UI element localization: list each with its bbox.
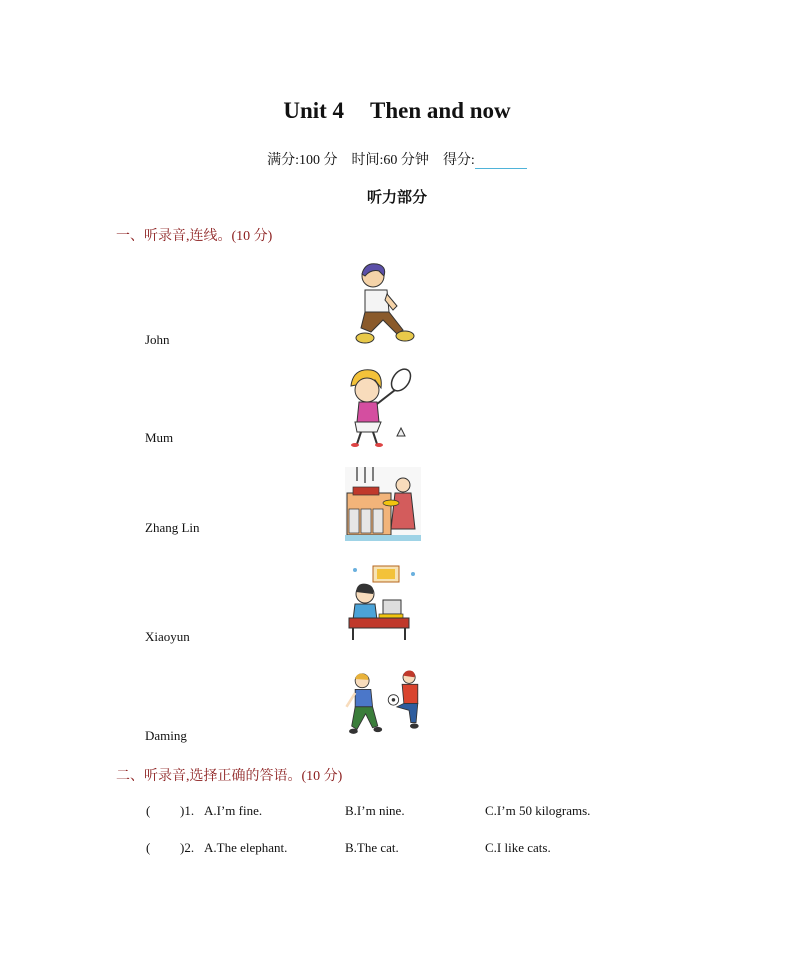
option-a: A.The elephant. — [204, 840, 288, 855]
option-c: C.I’m 50 kilograms. — [485, 803, 591, 818]
section-2-heading: 二、听录音,选择正确的答语。(10 分) — [116, 769, 343, 784]
name-mum: Mum — [145, 430, 174, 445]
question-number: )1. — [180, 803, 195, 818]
name-xiaoyun: Xiaoyun — [145, 629, 190, 644]
name-daming: Daming — [145, 728, 187, 743]
unit-label: Unit 4 — [283, 98, 345, 123]
exam-meta — [0, 149, 794, 169]
name-john: John — [145, 332, 170, 347]
score-blank[interactable] — [475, 154, 527, 169]
woman-cooking-picture — [343, 463, 423, 549]
boys-football-picture — [343, 663, 423, 749]
option-b: B.The cat. — [345, 840, 399, 855]
name-zhang-lin: Zhang Lin — [145, 520, 200, 535]
option-b: B.I’m nine. — [345, 803, 405, 818]
option-c: C.I like cats. — [485, 840, 551, 855]
girl-badminton-picture — [343, 364, 423, 450]
answer-paren-left[interactable]: ( — [146, 803, 151, 818]
part-heading: 听力部分 — [366, 190, 427, 206]
boy-running-picture — [343, 262, 423, 348]
answer-paren-left[interactable]: ( — [146, 840, 151, 855]
time-limit: 时间:60 分钟 — [351, 153, 429, 168]
score-label: 得分: — [442, 153, 475, 168]
option-a: A.I’m fine. — [204, 803, 263, 818]
full-score: 满分:100 分 — [267, 153, 338, 168]
boy-computer-picture — [343, 560, 423, 646]
section-1-heading: 一、听录音,连线。(10 分) — [116, 229, 273, 244]
unit-topic: Then and now — [370, 98, 511, 123]
page-title — [0, 98, 794, 124]
question-number: )2. — [180, 840, 195, 855]
